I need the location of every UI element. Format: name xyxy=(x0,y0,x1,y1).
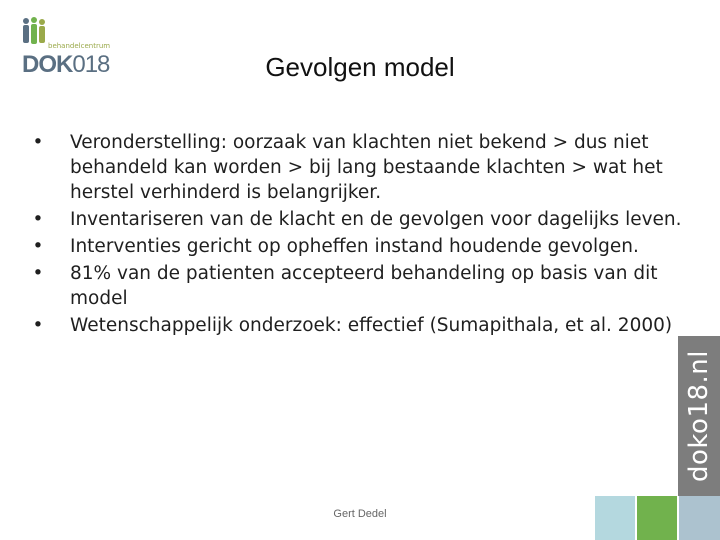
footer-author: Gert Dedel xyxy=(333,508,387,520)
tile-grey-blue xyxy=(679,496,720,540)
bullet-text: Interventies gericht op opheffen instand houdende gevolgen. xyxy=(70,236,639,257)
bullet-list xyxy=(30,130,682,340)
logo-word: DOK xyxy=(22,51,73,78)
bullet-text: 81% van de patienten accepteerd behandeling op basis van dit model xyxy=(70,263,658,309)
bullet-item xyxy=(30,261,682,311)
bullet-item xyxy=(30,234,682,259)
slide-title: Gevolgen model xyxy=(265,52,455,82)
bullet-marker: • xyxy=(32,209,44,230)
bullet-marker: • xyxy=(32,263,44,284)
logo-subtitle: behandelcentrum xyxy=(48,42,111,50)
logo-number: 018 xyxy=(72,51,110,78)
bullet-text: Inventariseren van de klacht en de gevolgen voor dagelijks leven. xyxy=(70,209,682,230)
bullet-text: Veronderstelling: oorzaak van klachten niet bekend > dus niet behandeld kan worden > bij lang bestaande klachten > wat het herstel verhinderd is belangrijker. xyxy=(70,132,663,203)
bullet-text: Wetenschappelijk onderzoek: effectief (Sumapithala, et al. 2000) xyxy=(70,315,673,336)
bullet-marker: • xyxy=(32,236,44,257)
side-brand-url: doko18.nl xyxy=(684,350,714,482)
bullet-marker: • xyxy=(32,132,44,153)
side-brand-panel xyxy=(678,336,720,496)
decorative-tiles xyxy=(595,496,720,540)
bullet-item xyxy=(30,130,682,205)
tile-light-blue xyxy=(595,496,635,540)
people-figures-icon xyxy=(20,16,50,52)
bullet-marker: • xyxy=(32,315,44,336)
bullet-item xyxy=(30,207,682,232)
tile-green xyxy=(637,496,677,540)
bullet-item xyxy=(30,313,682,338)
